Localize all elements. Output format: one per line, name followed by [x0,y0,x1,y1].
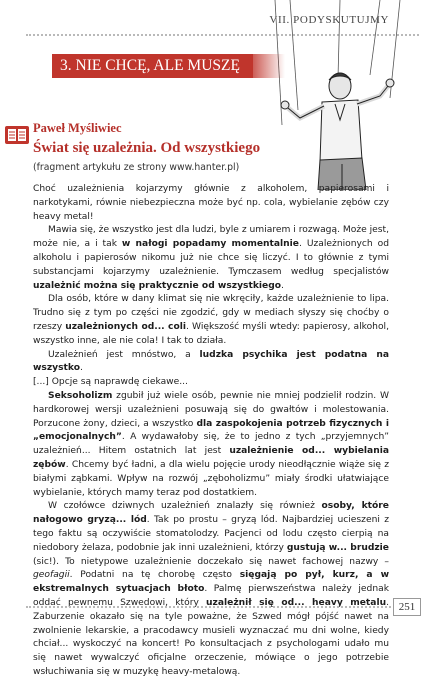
paragraph-text: . Zaburzenie okazało się na tyle poważne, że Szwed mógł pójść nawet na zwolnienie lekarskie, a pracodawcy musieli wyznaczać mu dni wolne, kiedy chciał... wyskoczyć na koncert! Po konsultacjach z psychologami udało mu się nawet wywalczyć oficjalne orzeczenie, mówiące o jego potrzebie wsłuchiwania się w muzykę heavy-metalową. [33,597,389,677]
paragraph-text: . Palmę pierwszeństwa należy jednak oddać pewnemu Szwedowi, który [33,584,389,608]
emphasis-text: uzależnił się od... heavy metalu [206,597,387,608]
paragraph-text: . Podatni na tę chorobę często [69,570,240,581]
paragraph-text: . [80,363,83,374]
marionette-illustration [230,0,420,190]
paragraph-text: Dla osób, które w dany klimat się nie wkręciły, każde uzależnienie to lipa. Trudno się z tym po części nie zgodzić, gdy w mediach słyszy się choćby o rzeszy [33,294,389,332]
article-paragraph [33,376,389,390]
emphasis-text: ludzka psychika jest podatna na wszystko [33,349,389,374]
article-paragraph [33,349,389,377]
page-number: 251 [393,598,421,616]
chapter-label: VII. PODYSKUTUJMY [269,14,389,26]
article-paragraph [33,293,389,348]
italic-text: geofagii [33,570,70,581]
emphasis-text: uzależnienie od... wybielania zębów [33,446,389,470]
paragraph-text: . [281,280,284,291]
emphasis-text: w nałogi popadamy momentalnie [121,239,299,250]
bottom-dotted-rule [26,606,391,608]
article-source: (fragment artykułu ze strony www.hanter.pl) [33,162,240,173]
emphasis-text: dla zaspokojenia potrzeb fizycznych i „emocjonalnych” [33,418,389,443]
article-author: Paweł Myśliwiec [33,121,122,135]
paragraph-text: . Uzależnionych od alkoholu i papierosów nikomu już nie chce się liczyć. I to głównie z tymi substancjami kojarzymy uzależnienie. Tymczasem według specjalistów [33,239,390,277]
paragraph-text: zgubił już wiele osób, pewnie nie mniej podzielił rodzin. W hardkorowej wersji uzależnieni posuwają się do gwałtów i molestowania. Porzucone żony, dzieci, a wszystko [33,390,389,429]
emphasis-text: Seksoholizm [48,390,113,401]
book-icon [5,124,29,146]
emphasis-text: sięgają po pył, kurz, a w ekstremalnych sytuacjach błoto [33,570,390,595]
article-paragraph [33,183,389,224]
paragraph-text: Uzależnień jest mnóstwo, a [48,349,200,360]
paragraph-text: . A wydawałoby się, że to jedno z tych „przyjemnych” uzależnień... Hitem ostatnich lat jest [33,432,389,457]
paragraph-text: . Tak po prostu – gryzą lód. Najbardziej ucieszeni z tego faktu są oczywiście stomatolodzy. Pacjenci od lodu często cierpią na niedobory żelaza, podobnie jak inni uzależnieni, którzy [33,515,389,553]
emphasis-text: gustują w... brudzie [286,542,389,553]
paragraph-text: Choć uzależnienia kojarzymy głównie z alkoholem, papierosami i narkotykami, równie niebezpieczna może być np. cola, wybielanie zębów czy heavy metal! [33,184,389,222]
paragraph-text: . Chcemy być ładni, a dla wielu pojęcie urody nieodłącznie wiąże się z białymi ząbkami. Wpływ na rozwój „zęboholizmu” miały środki ułatwiające wybielanie, których mamy teraz pod dostatkiem. [33,459,389,498]
paragraph-text: . Większość myśli wtedy: papierosy, alkohol, wszystko inne, ale nie cola! I tak to działa. [33,321,389,346]
article-paragraph [33,390,389,500]
section-banner: 3. NIE CHCĘ, ALE MUSZĘ [52,54,253,78]
paragraph-text: (sic!). To nietypowe uzależnienie doczekało się nawet fachowej nazwy – [33,556,389,567]
article-title: Świat się uzależnia. Od wszystkiego [33,140,261,156]
emphasis-text: osoby, które nałogowo gryzą... lód [33,501,389,526]
article-paragraph [33,500,389,679]
article-paragraph [33,224,389,293]
emphasis-text: uzależnionych od... coli [65,321,186,332]
paragraph-text: Mawia się, że wszystko jest dla ludzi, byle z umiarem i rozwagą. Może jest, może nie, a i tak [33,225,390,250]
emphasis-text: uzależnić można się praktycznie od wszystkiego [33,280,282,291]
paragraph-text: [...] Opcje są naprawdę ciekawe... [33,377,188,388]
paragraph-text: W czołówce dziwnych uzależnień znalazły się również [48,501,322,512]
section-banner-fade [245,54,285,78]
